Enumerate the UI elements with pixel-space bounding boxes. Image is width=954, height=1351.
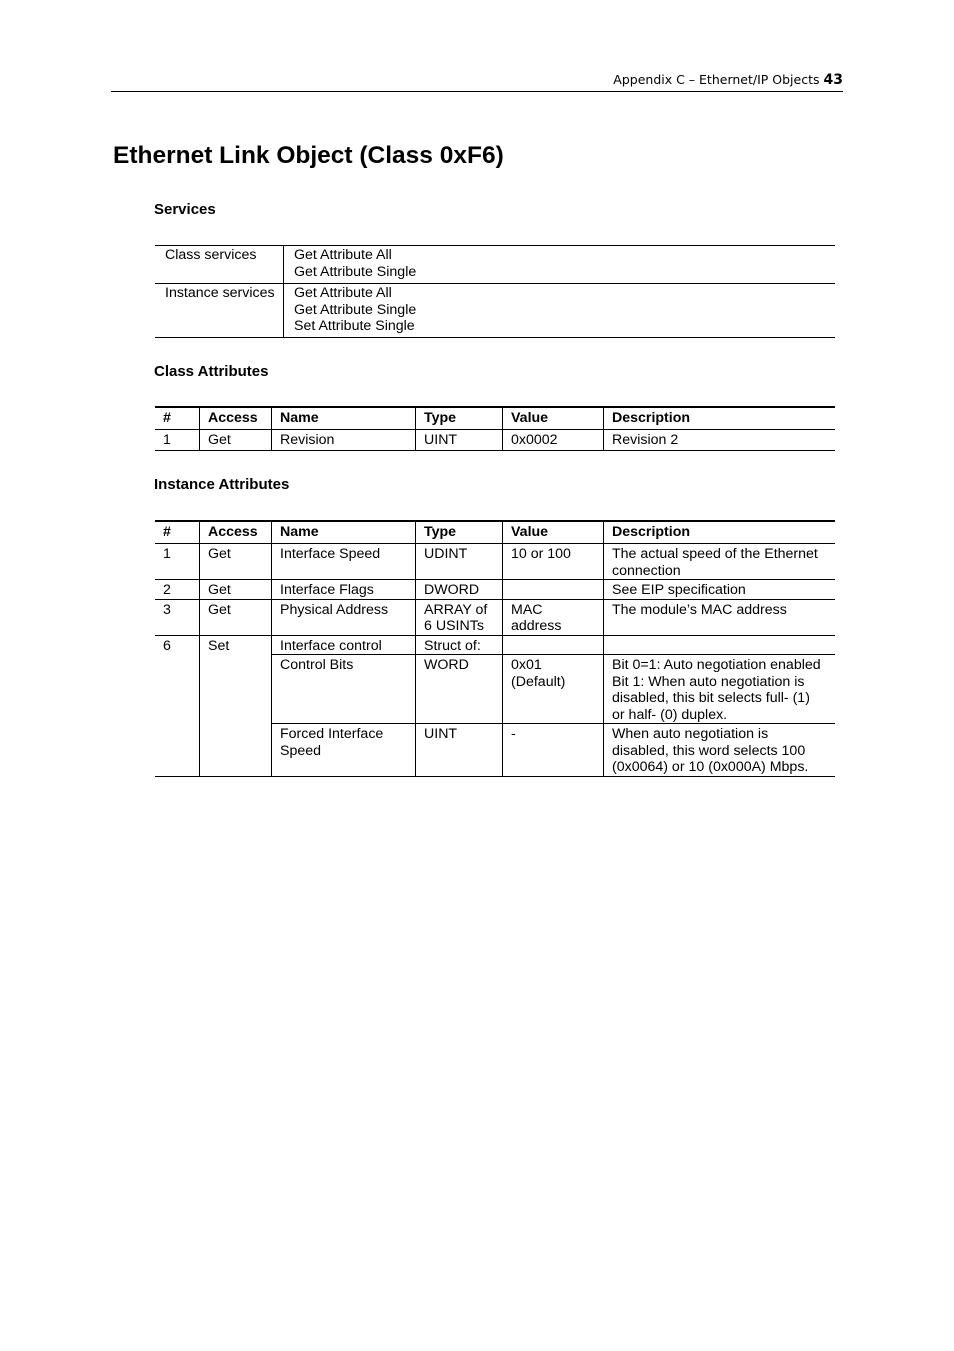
cell-type (416, 635, 503, 655)
column-header: Value (503, 521, 604, 544)
cell-type (416, 599, 503, 635)
cell-num: 3 (155, 599, 200, 635)
cell-line: Interface Flags (280, 582, 374, 598)
table-row (155, 635, 835, 655)
service-item: Get Attribute All (294, 285, 392, 301)
table-row (155, 599, 835, 635)
cell-description (604, 635, 836, 655)
cell-type (416, 724, 503, 777)
cell-line: Control Bits (280, 657, 354, 673)
cell-description (604, 655, 836, 724)
instance-attributes-heading: Instance Attributes (154, 476, 290, 493)
table-row (155, 544, 835, 580)
cell-line (511, 638, 595, 655)
cell-line (511, 582, 595, 599)
page-number: 43 (823, 72, 843, 88)
cell-num: 1 (155, 544, 200, 580)
column-header: Value (503, 407, 604, 430)
cell-description (604, 599, 836, 635)
service-item: Get Attribute Single (294, 301, 417, 318)
cell-line: disabled, this word selects 100 (612, 742, 806, 759)
cell-line: (Default) (511, 673, 566, 690)
cell-access: Set (200, 635, 272, 776)
cell-line: Interface Speed (280, 546, 381, 562)
class-attributes-heading: Class Attributes (154, 363, 269, 380)
table-header-row (155, 407, 835, 430)
cell-line: MAC (511, 601, 543, 618)
cell-line: The actual speed of the Ethernet (612, 546, 818, 562)
page-title: Ethernet Link Object (Class 0xF6) (113, 142, 504, 169)
services-values (284, 246, 836, 284)
cell-name (272, 599, 416, 635)
cell-line: ARRAY of (424, 601, 488, 618)
cell-name (272, 580, 416, 600)
header-section: Appendix C – Ethernet/IP Objects (613, 72, 820, 87)
instance-attributes-table (155, 520, 835, 777)
cell-line: WORD (424, 657, 469, 673)
column-header: # (155, 521, 200, 544)
cell-line: 6 USINTs (424, 618, 484, 634)
cell-line: (0x0064) or 10 (0x000A) Mbps. (612, 759, 809, 775)
services-label: Instance services (155, 284, 284, 338)
cell-line: Struct of: (424, 637, 481, 654)
cell-name: Revision (272, 430, 416, 451)
table-header-row (155, 521, 835, 544)
cell-type (416, 580, 503, 600)
cell-value: 0x0002 (503, 430, 604, 451)
cell-line: When auto negotiation is (612, 726, 769, 742)
cell-value (503, 599, 604, 635)
cell-type: UINT (416, 430, 503, 451)
services-table (155, 245, 835, 338)
cell-line: 0x01 (511, 657, 542, 673)
services-label: Class services (155, 246, 284, 284)
cell-access: Get (200, 580, 272, 600)
cell-name (272, 635, 416, 655)
cell-line: Forced Interface (280, 726, 384, 742)
cell-value (503, 580, 604, 600)
service-item: Set Attribute Single (294, 318, 415, 334)
cell-line: Bit 0=1: Auto negotiation enabled (612, 657, 821, 673)
cell-value (503, 724, 604, 777)
column-header: Name (272, 407, 416, 430)
cell-num: 2 (155, 580, 200, 600)
cell-line: address (511, 618, 562, 634)
cell-line: Speed (280, 742, 322, 759)
cell-line: Physical Address (280, 601, 389, 618)
table-row (155, 430, 835, 451)
cell-line: See EIP specification (612, 582, 746, 598)
cell-line: or half- (0) duplex. (612, 706, 728, 723)
cell-description (604, 724, 836, 777)
cell-value (503, 635, 604, 655)
cell-access: Get (200, 430, 272, 451)
cell-type (416, 655, 503, 724)
cell-line: disabled, this bit selects full- (1) (612, 690, 810, 706)
table-row (155, 580, 835, 600)
cell-line: 10 or 100 (511, 546, 571, 562)
cell-line: - (511, 726, 516, 742)
cell-num: 6 (155, 635, 200, 776)
services-row (155, 284, 835, 338)
column-header: Access (200, 407, 272, 430)
service-item: Get Attribute Single (294, 263, 417, 280)
column-header: Type (416, 407, 503, 430)
cell-line: DWORD (424, 582, 480, 598)
cell-name (272, 655, 416, 724)
cell-line: The module’s MAC address (612, 601, 787, 618)
column-header: Name (272, 521, 416, 544)
cell-description (604, 580, 836, 600)
cell-description (604, 544, 836, 580)
column-header: Description (604, 521, 836, 544)
services-row (155, 246, 835, 284)
cell-line: Bit 1: When auto negotiation is (612, 673, 805, 690)
cell-access: Get (200, 599, 272, 635)
cell-num: 1 (155, 430, 200, 451)
header-rule (111, 91, 843, 92)
running-header (111, 72, 843, 88)
cell-access: Get (200, 544, 272, 580)
column-header: Description (604, 407, 836, 430)
cell-line: UINT (424, 726, 458, 742)
cell-name (272, 724, 416, 777)
services-values (284, 284, 836, 338)
service-item: Get Attribute All (294, 247, 392, 263)
cell-line: UDINT (424, 546, 468, 562)
cell-value (503, 544, 604, 580)
cell-line (612, 638, 827, 655)
cell-line: Interface control (280, 637, 382, 654)
cell-description: Revision 2 (604, 430, 836, 451)
cell-type (416, 544, 503, 580)
services-heading: Services (154, 201, 216, 218)
class-attributes-table (155, 406, 835, 451)
column-header: Access (200, 521, 272, 544)
column-header: Type (416, 521, 503, 544)
cell-name (272, 544, 416, 580)
cell-line: connection (612, 562, 681, 579)
cell-value (503, 655, 604, 724)
column-header: # (155, 407, 200, 430)
